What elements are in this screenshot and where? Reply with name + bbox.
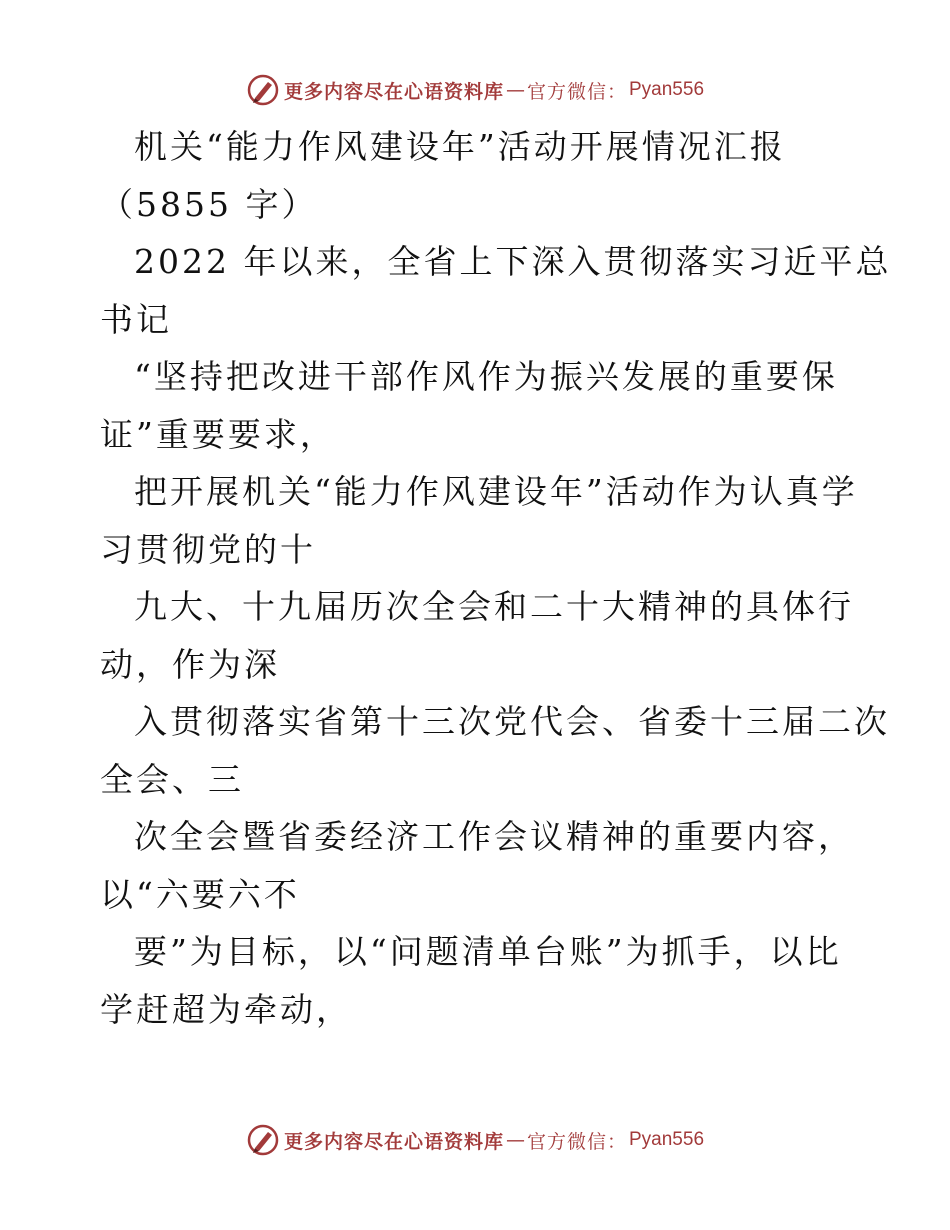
word-count: （5855 字） [100,184,318,224]
footer-banner [0,1120,950,1160]
paragraph-line: 2022 年以来，全省上下深入贯彻落实习近平总 [134,242,892,281]
banner-slogan: 更多内容尽在心语资料库 [283,1130,504,1153]
pen-logo-icon [246,1123,280,1157]
paragraph-line: 习贯彻党的十 [100,529,316,569]
banner-wechat-id: Pyan556 [629,79,705,100]
paragraph-line: 要”为目标，以“问题清单台账”为抓手，以比 [134,932,842,971]
paragraph-line: 次全会暨省委经济工作会议精神的重要内容， [134,817,854,856]
banner-wechat-id: Pyan556 [629,1129,705,1150]
paragraph-line: 全会、三 [100,759,244,799]
paragraph-line: 把开展机关“能力作风建设年”活动作为认真学 [134,472,858,511]
banner-content [246,73,704,107]
paragraph-line: 九大、十九届历次全会和二十大精神的具体行 [134,587,854,626]
banner-wechat-label: 官方微信： [526,80,627,103]
header-banner [0,70,950,110]
banner-dash: — [505,79,525,101]
paragraph-line: 书记 [100,299,172,339]
banner-slogan: 更多内容尽在心语资料库 [283,80,504,103]
banner-content [246,1123,704,1157]
paragraph-line: 入贯彻落实省第十三次党代会、省委十三届二次 [134,702,890,741]
paragraph-line: 学赶超为牵动， [100,989,352,1029]
banner-wechat-label: 官方微信： [526,1130,627,1153]
paragraph-line: 以“六要六不 [100,874,300,914]
document-title: 机关“能力作风建设年”活动开展情况汇报 [134,127,786,166]
pen-logo-icon [246,73,280,107]
paragraph-line: 证”重要要求， [100,414,336,454]
paragraph-line: “坚持把改进干部作风作为振兴发展的重要保 [134,357,838,396]
banner-dash: — [505,1129,525,1151]
document-body [100,118,892,1038]
paragraph-line: 动，作为深 [100,644,280,684]
